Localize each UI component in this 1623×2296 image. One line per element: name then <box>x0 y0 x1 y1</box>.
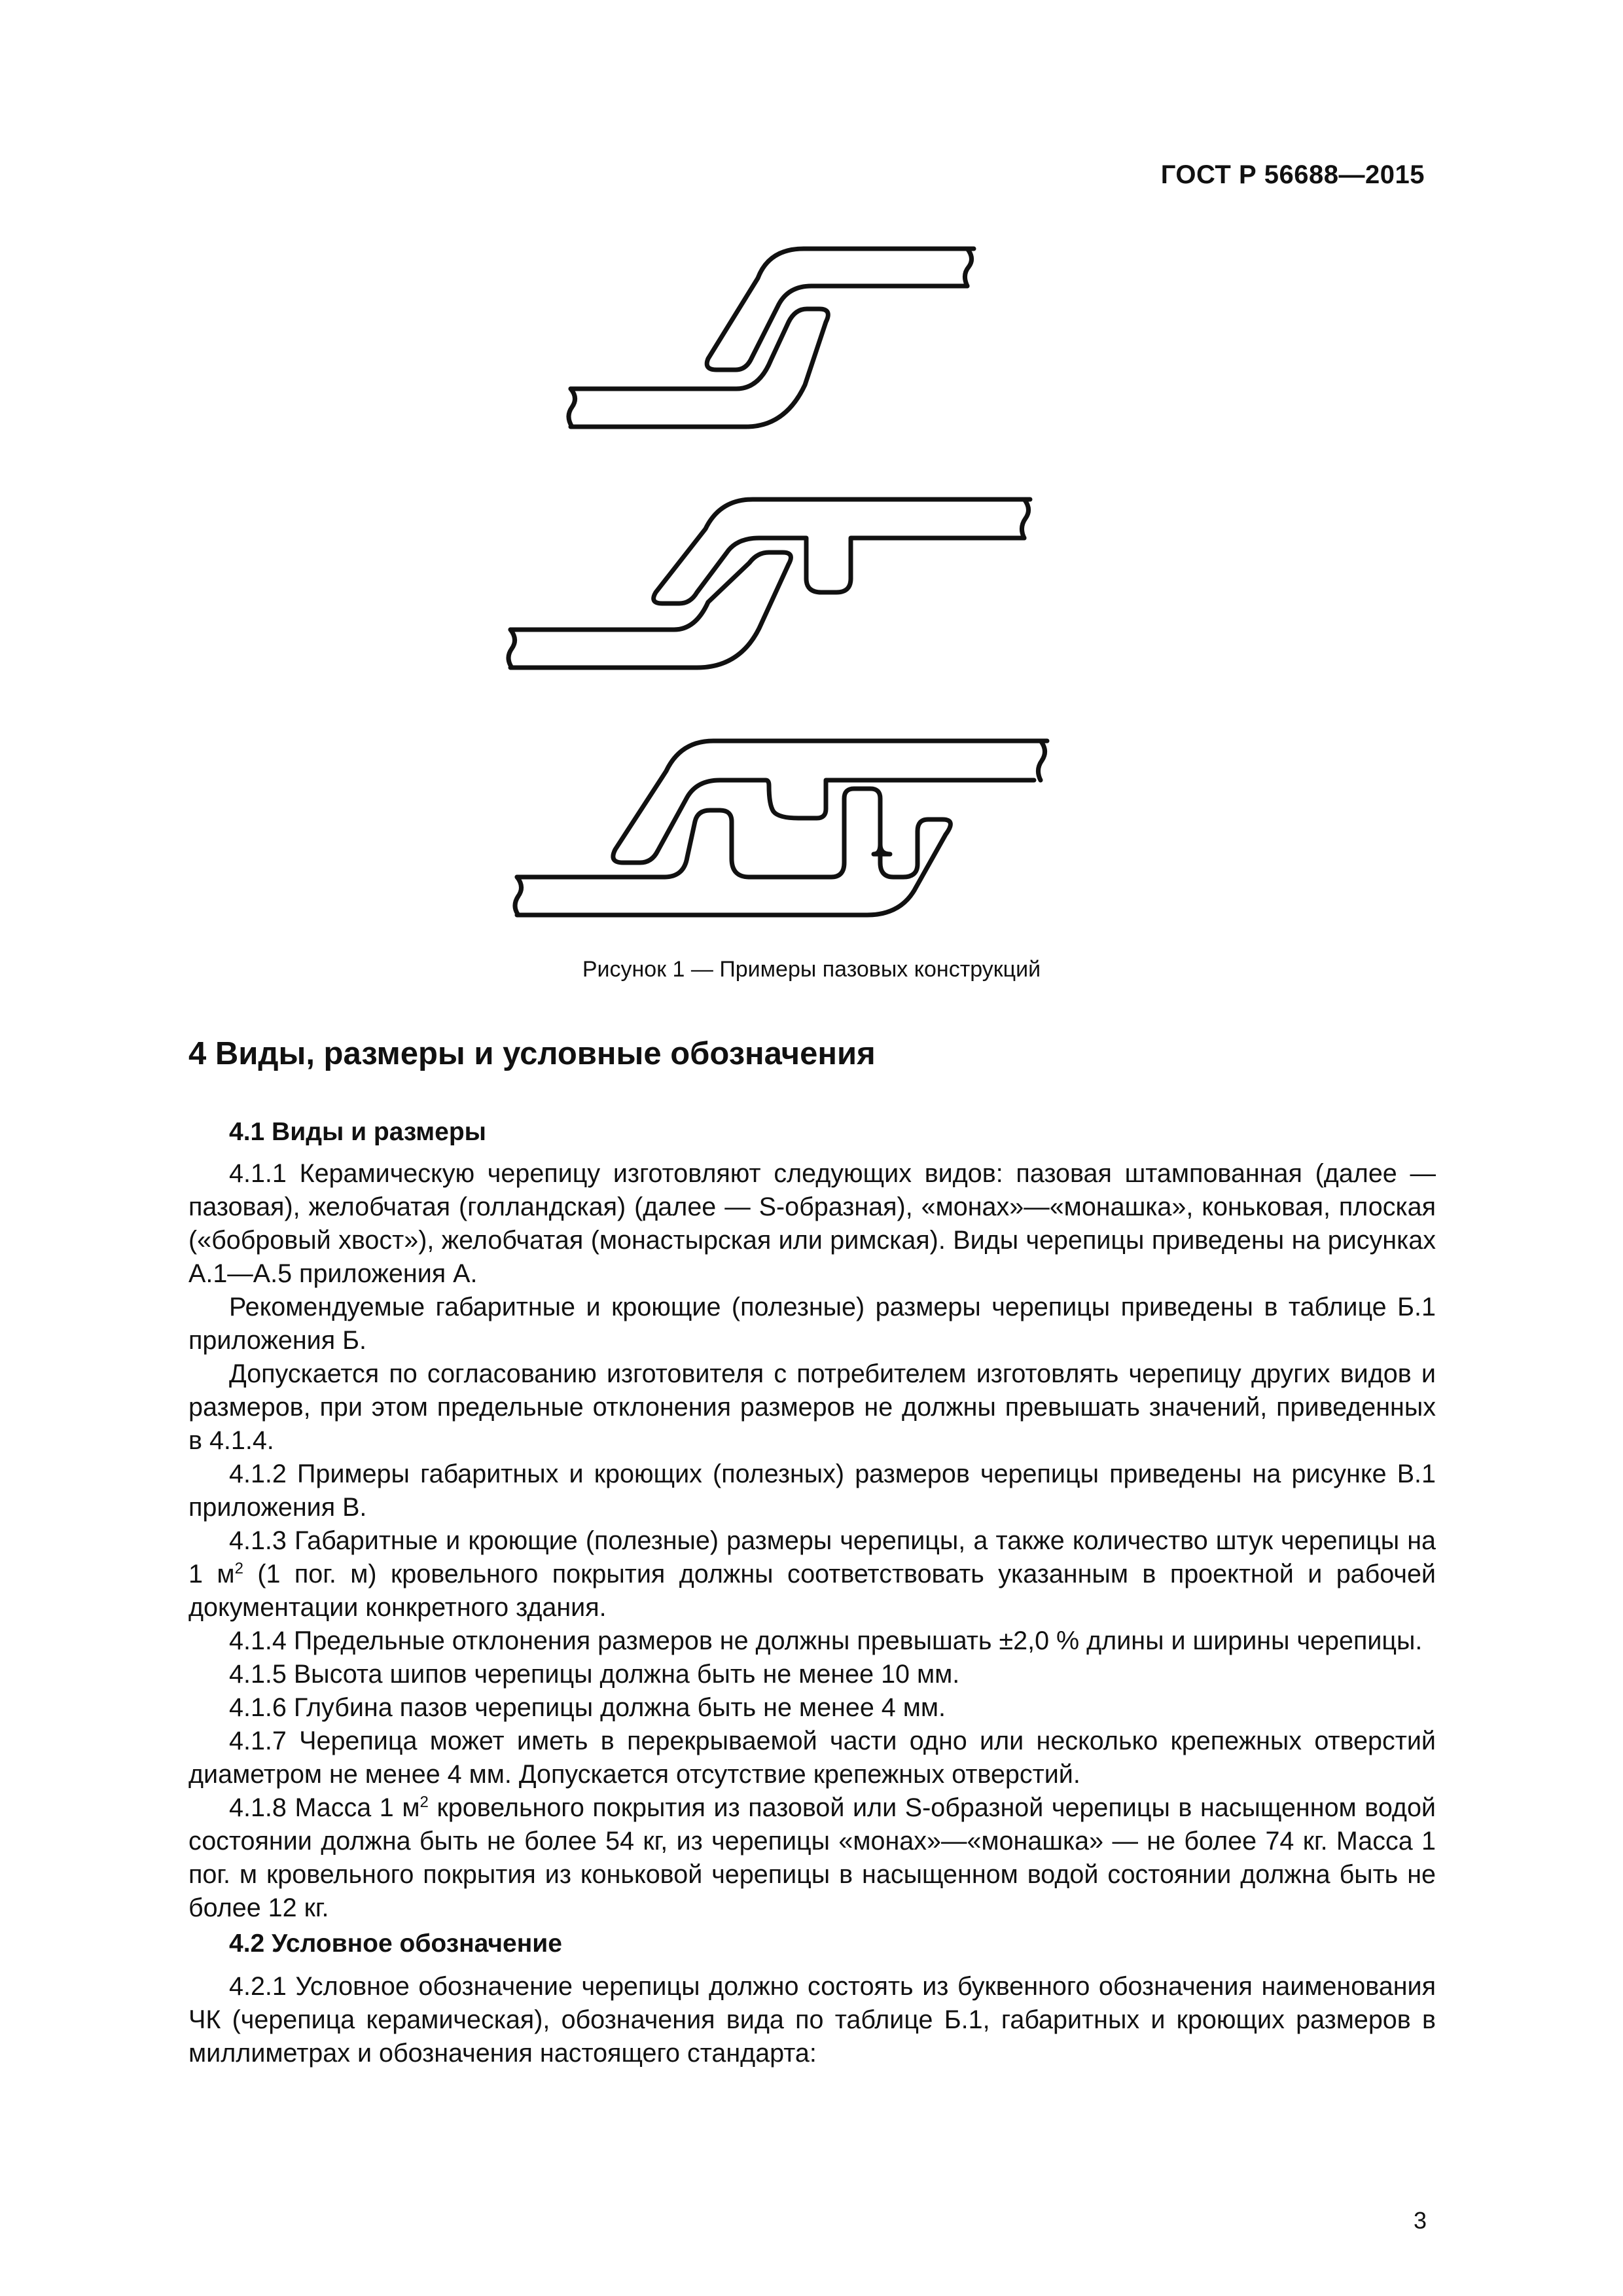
section-4-1-body <box>188 1157 1436 1925</box>
paragraph-4-1-4: 4.1.4 Предельные отклонения размеров не должны превышать ±2,0 % длины и ширины черепицы. <box>229 1626 1423 1655</box>
groove-profile-1 <box>569 249 974 427</box>
section-4-2-body <box>188 1970 1436 2070</box>
paragraph-recommended-sizes: Рекомендуемые габаритные и кроющие (полезные) размеры черепицы приведены в таблице Б.1 приложения Б. <box>188 1293 1436 1355</box>
figure-groove-profiles <box>0 0 1623 956</box>
subsection-heading-4-1: 4.1 Виды и размеры <box>229 1118 486 1146</box>
paragraph-4-1-7: 4.1.7 Черепица может иметь в перекрываемой части одно или несколько крепежных отверстий диаметром не менее 4 мм. Допускается отсутствие крепежных отверстий. <box>188 1727 1436 1789</box>
document-header-code: ГОСТ Р 56688—2015 <box>1160 160 1425 189</box>
paragraph-4-1-5: 4.1.5 Высота шипов черепицы должна быть не менее 10 мм. <box>229 1660 960 1689</box>
paragraph-4-1-6: 4.1.6 Глубина пазов черепицы должна быть не менее 4 мм. <box>229 1693 946 1722</box>
paragraph-4-1-3: 4.1.3 Габаритные и кроющие (полезные) размеры черепицы, а также количество штук черепицы на 1 $м^2$ (1 пог. м) кровельного покрытия должны соответствовать указанным в проектной и рабочей документации конкретного здания. <box>188 1526 1436 1622</box>
groove-profile-2 <box>508 499 1030 668</box>
paragraph-4-1-2: 4.1.2 Примеры габаритных и кроющих (полезных) размеров черепицы приведены на рисунке В.1 приложения В. <box>188 1460 1436 1522</box>
page-number: 3 <box>1413 2207 1427 2234</box>
groove-profile-3 <box>515 741 1047 915</box>
paragraph-other-types: Допускается по согласованию изготовителя с потребителем изготовлять черепицу других видов и размеров, при этом предельные отклонения размеров не должны превышать значений, приведенных в 4.1.4. <box>188 1359 1436 1455</box>
paragraph-4-1-1: 4.1.1 Керамическую черепицу изготовляют следующих видов: пазовая штампованная (далее — пазовая), желобчатая (голландская) (далее — S-образная), «монах»—«монашка», коньковая, плоская («бобровый хвост»), желобчатая (монастырская или римская). Виды черепицы приведены на рисунках А.1—А.5 приложения А. <box>188 1159 1436 1288</box>
figure-caption: Рисунок 1 — Примеры пазовых конструкций <box>582 957 1041 982</box>
paragraph-4-1-8: 4.1.8 Масса 1 $м^2$ кровельного покрытия из пазовой или S-образной черепицы в насыщенном водой состоянии должна быть не более 54 кг, из черепицы «монах»—«монашка» — не более 74 кг. Масса 1 пог. м кровельного покрытия из коньковой черепицы в насыщенном водой состоянии должна быть не более 12 кг. <box>188 1793 1436 1922</box>
subsection-heading-4-2: 4.2 Условное обозначение <box>229 1929 562 1958</box>
section-heading: 4 Виды, размеры и условные обозначения <box>188 1036 876 1071</box>
paragraph-4-2-1: 4.2.1 Условное обозначение черепицы должно состоять из буквенного обозначения наименования ЧК (черепица керамическая), обозначения вида по таблице Б.1, габаритных и кроющих размеров в миллиметрах и обозначения настоящего стандарта: <box>188 1972 1436 2068</box>
